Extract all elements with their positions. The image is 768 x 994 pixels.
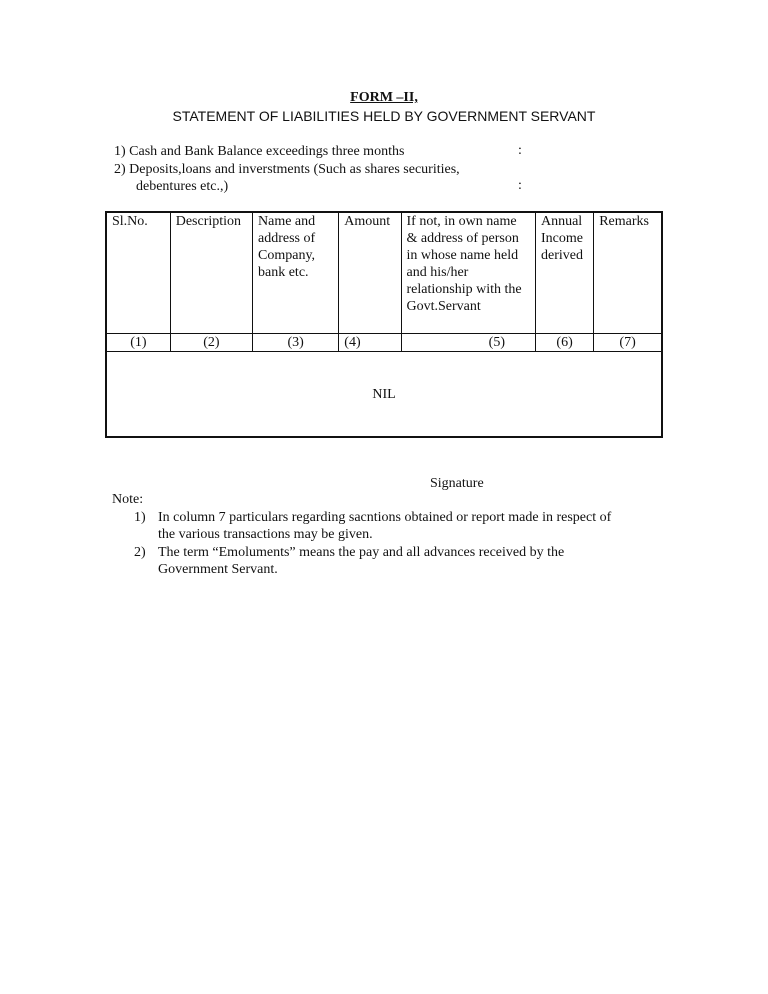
column-number: (4) [339,334,401,352]
column-number: (1) [106,334,170,352]
table-body-row [106,352,662,438]
note-number: 2) [134,545,146,560]
column-number: (3) [253,334,339,352]
column-number: (5) [401,334,535,352]
form-subtitle: STATEMENT OF LIABILITIES HELD BY GOVERNMENT SERVANT [172,108,596,124]
item-deposits-colon: : [518,178,522,193]
item-deposits-continuation: debentures etc.,) [136,179,229,194]
form-title: FORM –II, [350,90,418,105]
column-number: (6) [535,334,593,352]
header-remarks: Remarks [594,212,662,334]
table-header-row [106,212,662,334]
column-number: (7) [594,334,662,352]
header-annual-income: Annual Income derived [535,212,593,334]
table-number-row [106,334,662,352]
item-cash-bank: 1) Cash and Bank Balance exceedings three months [114,144,405,159]
header-if-not-own-name: If not, in own name & address of person in whose name held and his/her relationship with the Govt.Servant [401,212,535,334]
note-item-1-continuation: the various transactions may be given. [158,527,373,542]
header-sl-no: Sl.No. [106,212,170,334]
liabilities-table [105,211,663,438]
note-text: The term “Emoluments” means the pay and all advances received by the [158,545,565,560]
header-amount: Amount [339,212,401,334]
item-cash-bank-colon: : [518,143,522,158]
note-item-2 [134,544,564,561]
table-body-nil: NIL [106,352,662,438]
note-item-2-continuation: Government Servant. [158,562,278,577]
signature-label: Signature [430,476,484,491]
column-number: (2) [170,334,252,352]
note-label: Note: [112,492,144,507]
note-number: 1) [134,510,146,525]
item-deposits: 2) Deposits,loans and inverstments (Such as shares securities, [114,162,460,177]
note-text: In column 7 particulars regarding sacntions obtained or report made in respect of [158,510,612,525]
header-name-address: Name and address of Company, bank etc. [253,212,339,334]
note-item-1 [134,509,611,526]
header-description: Description [170,212,252,334]
